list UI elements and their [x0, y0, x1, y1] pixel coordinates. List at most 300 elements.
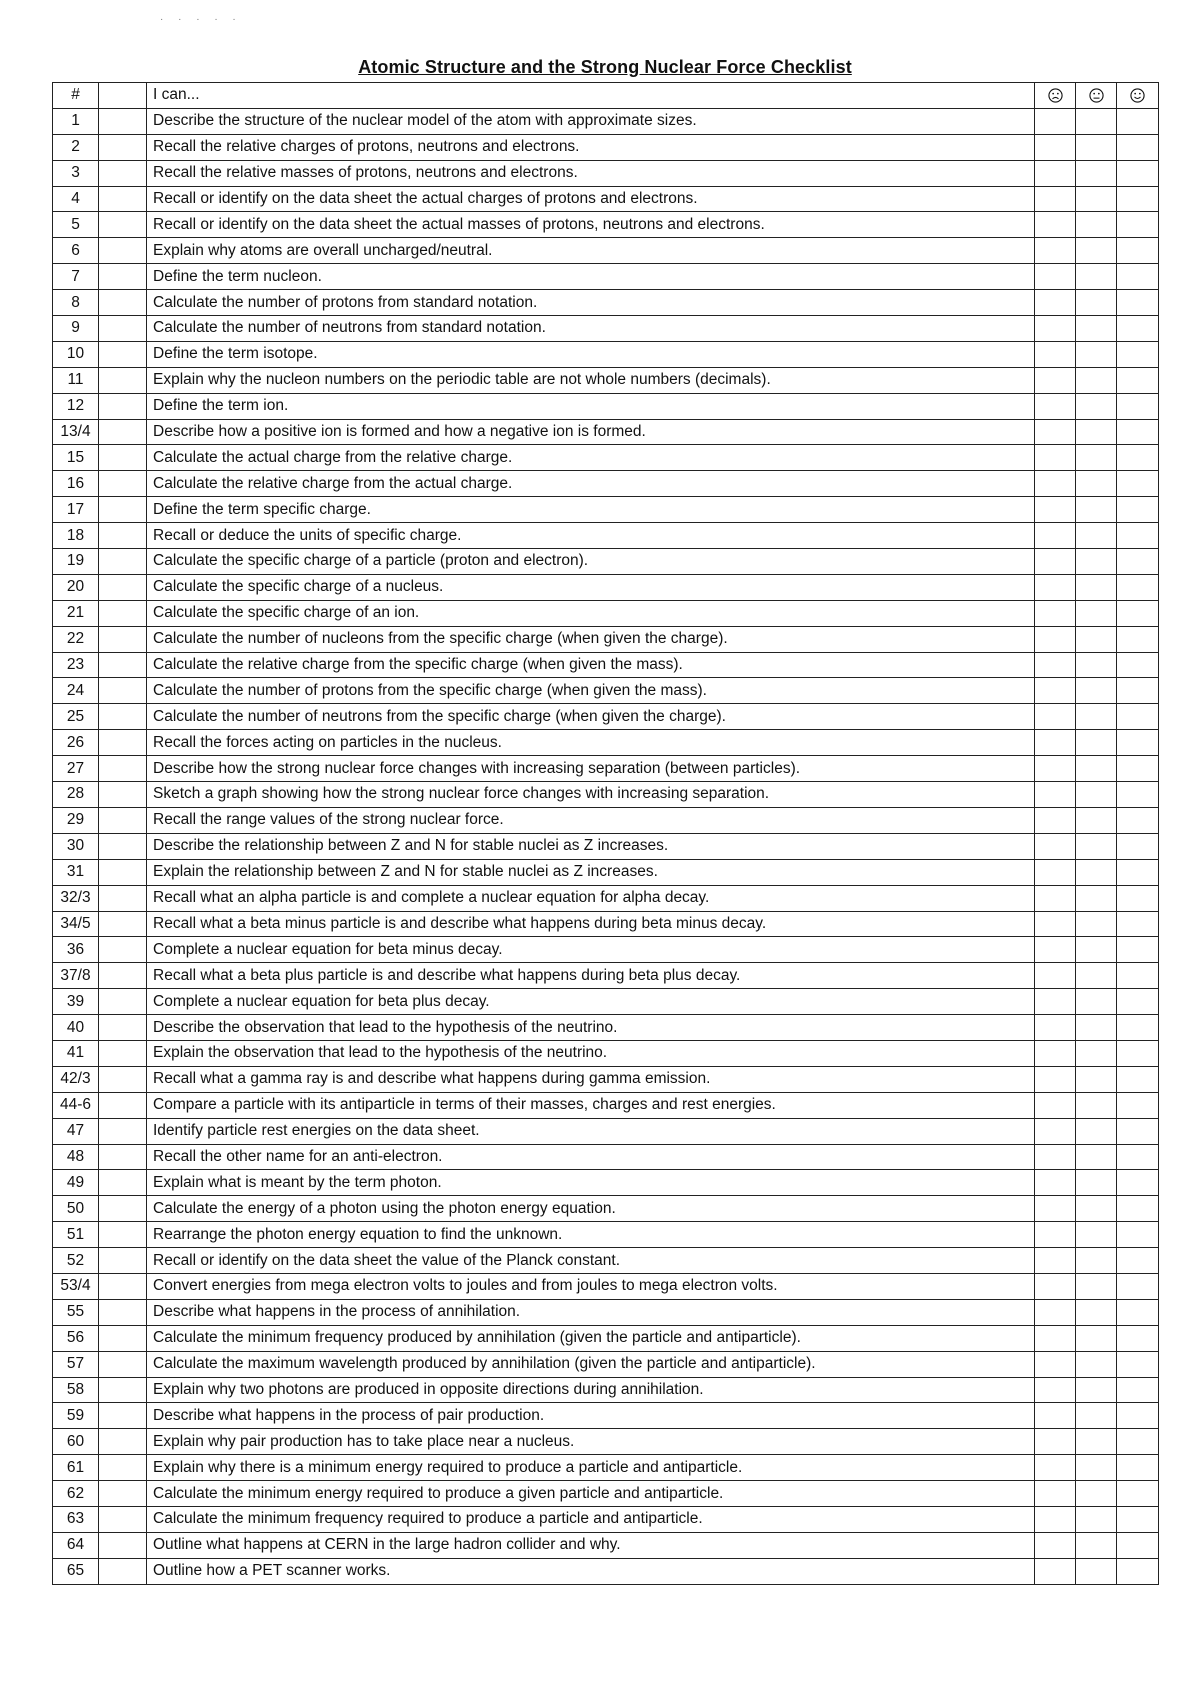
table-row: [53, 1273, 1159, 1299]
rating-happy-cell[interactable]: [1117, 1481, 1159, 1507]
rating-neutral-cell[interactable]: [1076, 341, 1117, 367]
rating-sad-cell[interactable]: [1035, 1532, 1076, 1558]
row-statement: Recall the relative charges of protons, neutrons and electrons.: [147, 134, 1035, 160]
rating-sad-cell[interactable]: [1035, 833, 1076, 859]
rating-neutral-cell[interactable]: [1076, 574, 1117, 600]
rating-neutral-cell[interactable]: [1076, 1377, 1117, 1403]
row-statement: Recall or identify on the data sheet the actual charges of protons and electrons.: [147, 186, 1035, 212]
rating-sad-cell[interactable]: [1035, 989, 1076, 1015]
row-statement: Recall or deduce the units of specific charge.: [147, 523, 1035, 549]
rating-sad-cell[interactable]: [1035, 1351, 1076, 1377]
rating-happy-cell[interactable]: [1117, 1015, 1159, 1041]
row-statement: Calculate the number of protons from standard notation.: [147, 290, 1035, 316]
row-statement: Calculate the minimum frequency produced by annihilation (given the particle and antiparticle).: [147, 1325, 1035, 1351]
row-number: 26: [53, 730, 99, 756]
rating-neutral-cell[interactable]: [1076, 1040, 1117, 1066]
rating-sad-cell[interactable]: [1035, 108, 1076, 134]
checklist-table: [52, 82, 1159, 1585]
rating-neutral-cell[interactable]: [1076, 549, 1117, 575]
rating-happy-cell[interactable]: [1117, 1273, 1159, 1299]
rating-sad-cell[interactable]: [1035, 1481, 1076, 1507]
row-number: 16: [53, 471, 99, 497]
rating-neutral-cell[interactable]: [1076, 497, 1117, 523]
rating-sad-cell[interactable]: [1035, 626, 1076, 652]
row-statement: Calculate the energy of a photon using the photon energy equation.: [147, 1196, 1035, 1222]
row-statement: Recall the range values of the strong nuclear force.: [147, 807, 1035, 833]
header-number: #: [53, 83, 99, 109]
rating-sad-cell[interactable]: [1035, 1506, 1076, 1532]
rating-sad-cell[interactable]: [1035, 730, 1076, 756]
rating-neutral-cell[interactable]: [1076, 911, 1117, 937]
rating-sad-cell[interactable]: [1035, 1558, 1076, 1584]
table-row: [53, 445, 1159, 471]
rating-neutral-cell[interactable]: [1076, 885, 1117, 911]
rating-happy-cell[interactable]: [1117, 1066, 1159, 1092]
row-gap: [99, 523, 147, 549]
rating-happy-cell[interactable]: [1117, 1506, 1159, 1532]
rating-neutral-cell[interactable]: [1076, 471, 1117, 497]
row-statement: Explain the relationship between Z and N for stable nuclei as Z increases.: [147, 859, 1035, 885]
row-statement: Describe how a positive ion is formed and how a negative ion is formed.: [147, 419, 1035, 445]
table-row: [53, 1403, 1159, 1429]
rating-sad-cell[interactable]: [1035, 1222, 1076, 1248]
rating-neutral-cell[interactable]: [1076, 212, 1117, 238]
rating-neutral-cell[interactable]: [1076, 1222, 1117, 1248]
rating-neutral-cell[interactable]: [1076, 756, 1117, 782]
table-row: [53, 1248, 1159, 1274]
rating-happy-cell[interactable]: [1117, 445, 1159, 471]
row-number: 12: [53, 393, 99, 419]
row-gap: [99, 160, 147, 186]
rating-happy-cell[interactable]: [1117, 937, 1159, 963]
rating-neutral-cell[interactable]: [1076, 160, 1117, 186]
table-row: [53, 290, 1159, 316]
rating-sad-cell[interactable]: [1035, 1144, 1076, 1170]
row-gap: [99, 859, 147, 885]
row-gap: [99, 290, 147, 316]
row-statement: Describe the observation that lead to the hypothesis of the neutrino.: [147, 1015, 1035, 1041]
rating-neutral-cell[interactable]: [1076, 678, 1117, 704]
rating-sad-cell[interactable]: [1035, 1196, 1076, 1222]
row-gap: [99, 1092, 147, 1118]
rating-happy-cell[interactable]: [1117, 160, 1159, 186]
table-row: [53, 626, 1159, 652]
rating-sad-cell[interactable]: [1035, 186, 1076, 212]
rating-neutral-cell[interactable]: [1076, 1455, 1117, 1481]
rating-happy-cell[interactable]: [1117, 134, 1159, 160]
table-row: [53, 367, 1159, 393]
rating-neutral-cell[interactable]: [1076, 652, 1117, 678]
table-row: [53, 393, 1159, 419]
row-statement: Define the term ion.: [147, 393, 1035, 419]
rating-sad-cell[interactable]: [1035, 445, 1076, 471]
rating-sad-cell[interactable]: [1035, 1040, 1076, 1066]
table-row: [53, 704, 1159, 730]
rating-happy-cell[interactable]: [1117, 1299, 1159, 1325]
rating-happy-cell[interactable]: [1117, 367, 1159, 393]
row-gap: [99, 1429, 147, 1455]
rating-neutral-cell[interactable]: [1076, 600, 1117, 626]
rating-happy-cell[interactable]: [1117, 652, 1159, 678]
table-row: [53, 316, 1159, 342]
row-statement: Explain why pair production has to take place near a nucleus.: [147, 1429, 1035, 1455]
rating-happy-cell[interactable]: [1117, 1222, 1159, 1248]
rating-happy-cell[interactable]: [1117, 238, 1159, 264]
row-statement: Sketch a graph showing how the strong nuclear force changes with increasing separation.: [147, 782, 1035, 808]
row-number: 20: [53, 574, 99, 600]
rating-sad-cell[interactable]: [1035, 911, 1076, 937]
rating-sad-cell[interactable]: [1035, 238, 1076, 264]
row-statement: Explain what is meant by the term photon.: [147, 1170, 1035, 1196]
row-number: 5: [53, 212, 99, 238]
rating-neutral-cell[interactable]: [1076, 108, 1117, 134]
rating-neutral-cell[interactable]: [1076, 1403, 1117, 1429]
rating-neutral-cell[interactable]: [1076, 186, 1117, 212]
rating-neutral-cell[interactable]: [1076, 1092, 1117, 1118]
rating-sad-cell[interactable]: [1035, 549, 1076, 575]
rating-sad-cell[interactable]: [1035, 574, 1076, 600]
rating-happy-cell[interactable]: [1117, 807, 1159, 833]
table-row: [53, 1015, 1159, 1041]
rating-neutral-cell[interactable]: [1076, 782, 1117, 808]
row-number: 23: [53, 652, 99, 678]
rating-happy-cell[interactable]: [1117, 678, 1159, 704]
row-number: 37/8: [53, 963, 99, 989]
rating-happy-cell[interactable]: [1117, 419, 1159, 445]
rating-neutral-cell[interactable]: [1076, 367, 1117, 393]
rating-neutral-cell[interactable]: [1076, 1066, 1117, 1092]
row-gap: [99, 1118, 147, 1144]
row-gap: [99, 186, 147, 212]
rating-neutral-cell[interactable]: [1076, 1558, 1117, 1584]
header-gap: [99, 83, 147, 109]
rating-happy-cell[interactable]: [1117, 1377, 1159, 1403]
rating-sad-cell[interactable]: [1035, 367, 1076, 393]
table-row: [53, 549, 1159, 575]
rating-sad-cell[interactable]: [1035, 1299, 1076, 1325]
rating-sad-cell[interactable]: [1035, 1455, 1076, 1481]
rating-happy-cell[interactable]: [1117, 1403, 1159, 1429]
row-number: 19: [53, 549, 99, 575]
rating-sad-cell[interactable]: [1035, 1015, 1076, 1041]
rating-neutral-cell[interactable]: [1076, 419, 1117, 445]
row-statement: Calculate the specific charge of a nucleus.: [147, 574, 1035, 600]
rating-sad-cell[interactable]: [1035, 471, 1076, 497]
rating-happy-cell[interactable]: [1117, 730, 1159, 756]
table-row: [53, 1506, 1159, 1532]
rating-neutral-cell[interactable]: [1076, 1429, 1117, 1455]
row-statement: Explain why two photons are produced in opposite directions during annihilation.: [147, 1377, 1035, 1403]
rating-neutral-cell[interactable]: [1076, 134, 1117, 160]
rating-happy-cell[interactable]: [1117, 186, 1159, 212]
rating-neutral-cell[interactable]: [1076, 807, 1117, 833]
rating-happy-cell[interactable]: [1117, 600, 1159, 626]
rating-neutral-cell[interactable]: [1076, 1015, 1117, 1041]
rating-happy-cell[interactable]: [1117, 1429, 1159, 1455]
rating-happy-cell[interactable]: [1117, 574, 1159, 600]
row-gap: [99, 833, 147, 859]
row-statement: Recall the forces acting on particles in the nucleus.: [147, 730, 1035, 756]
table-row: [53, 419, 1159, 445]
row-number: 11: [53, 367, 99, 393]
rating-sad-cell[interactable]: [1035, 264, 1076, 290]
table-row: [53, 1066, 1159, 1092]
row-number: 24: [53, 678, 99, 704]
rating-sad-cell[interactable]: [1035, 393, 1076, 419]
row-gap: [99, 419, 147, 445]
rating-happy-cell[interactable]: [1117, 212, 1159, 238]
rating-neutral-cell[interactable]: [1076, 238, 1117, 264]
row-number: 41: [53, 1040, 99, 1066]
rating-happy-cell[interactable]: [1117, 1092, 1159, 1118]
table-row: [53, 989, 1159, 1015]
rating-sad-cell[interactable]: [1035, 963, 1076, 989]
rating-happy-cell[interactable]: [1117, 471, 1159, 497]
rating-sad-cell[interactable]: [1035, 859, 1076, 885]
row-gap: [99, 212, 147, 238]
row-gap: [99, 445, 147, 471]
rating-neutral-cell[interactable]: [1076, 1118, 1117, 1144]
rating-happy-cell[interactable]: [1117, 264, 1159, 290]
rating-happy-cell[interactable]: [1117, 393, 1159, 419]
rating-happy-cell[interactable]: [1117, 833, 1159, 859]
table-row: [53, 678, 1159, 704]
row-statement: Complete a nuclear equation for beta minus decay.: [147, 937, 1035, 963]
row-gap: [99, 756, 147, 782]
header-sad: [1035, 83, 1076, 109]
rating-happy-cell[interactable]: [1117, 497, 1159, 523]
row-statement: Calculate the number of nucleons from the specific charge (when given the charge).: [147, 626, 1035, 652]
neutral-face-icon: [1089, 88, 1104, 103]
rating-happy-cell[interactable]: [1117, 1532, 1159, 1558]
rating-sad-cell[interactable]: [1035, 341, 1076, 367]
rating-sad-cell[interactable]: [1035, 1092, 1076, 1118]
rating-happy-cell[interactable]: [1117, 1558, 1159, 1584]
table-row: [53, 859, 1159, 885]
row-gap: [99, 393, 147, 419]
row-gap: [99, 1403, 147, 1429]
row-gap: [99, 1558, 147, 1584]
rating-sad-cell[interactable]: [1035, 756, 1076, 782]
row-gap: [99, 989, 147, 1015]
row-gap: [99, 911, 147, 937]
rating-sad-cell[interactable]: [1035, 1429, 1076, 1455]
rating-neutral-cell[interactable]: [1076, 1273, 1117, 1299]
rating-happy-cell[interactable]: [1117, 1118, 1159, 1144]
table-row: [53, 782, 1159, 808]
rating-neutral-cell[interactable]: [1076, 1299, 1117, 1325]
row-number: 51: [53, 1222, 99, 1248]
rating-happy-cell[interactable]: [1117, 782, 1159, 808]
rating-happy-cell[interactable]: [1117, 1325, 1159, 1351]
rating-neutral-cell[interactable]: [1076, 393, 1117, 419]
rating-neutral-cell[interactable]: [1076, 1532, 1117, 1558]
rating-neutral-cell[interactable]: [1076, 1144, 1117, 1170]
rating-sad-cell[interactable]: [1035, 316, 1076, 342]
rating-happy-cell[interactable]: [1117, 1351, 1159, 1377]
rating-happy-cell[interactable]: [1117, 1170, 1159, 1196]
rating-neutral-cell[interactable]: [1076, 859, 1117, 885]
table-row: [53, 160, 1159, 186]
table-row: [53, 1455, 1159, 1481]
rating-happy-cell[interactable]: [1117, 626, 1159, 652]
rating-sad-cell[interactable]: [1035, 497, 1076, 523]
rating-neutral-cell[interactable]: [1076, 1196, 1117, 1222]
rating-happy-cell[interactable]: [1117, 963, 1159, 989]
row-gap: [99, 549, 147, 575]
rating-happy-cell[interactable]: [1117, 1040, 1159, 1066]
row-gap: [99, 316, 147, 342]
rating-sad-cell[interactable]: [1035, 600, 1076, 626]
row-gap: [99, 626, 147, 652]
row-number: 15: [53, 445, 99, 471]
row-gap: [99, 807, 147, 833]
rating-neutral-cell[interactable]: [1076, 264, 1117, 290]
rating-happy-cell[interactable]: [1117, 1248, 1159, 1274]
rating-sad-cell[interactable]: [1035, 1170, 1076, 1196]
rating-sad-cell[interactable]: [1035, 160, 1076, 186]
row-number: 6: [53, 238, 99, 264]
row-gap: [99, 1532, 147, 1558]
table-row: [53, 212, 1159, 238]
row-number: 60: [53, 1429, 99, 1455]
rating-sad-cell[interactable]: [1035, 212, 1076, 238]
rating-sad-cell[interactable]: [1035, 134, 1076, 160]
rating-neutral-cell[interactable]: [1076, 290, 1117, 316]
row-gap: [99, 134, 147, 160]
rating-happy-cell[interactable]: [1117, 290, 1159, 316]
rating-sad-cell[interactable]: [1035, 937, 1076, 963]
rating-happy-cell[interactable]: [1117, 989, 1159, 1015]
rating-neutral-cell[interactable]: [1076, 937, 1117, 963]
row-gap: [99, 730, 147, 756]
row-number: 30: [53, 833, 99, 859]
rating-neutral-cell[interactable]: [1076, 523, 1117, 549]
row-statement: Recall what a beta minus particle is and describe what happens during beta minus decay.: [147, 911, 1035, 937]
rating-sad-cell[interactable]: [1035, 678, 1076, 704]
row-statement: Explain why there is a minimum energy required to produce a particle and antiparticle.: [147, 1455, 1035, 1481]
row-number: 42/3: [53, 1066, 99, 1092]
rating-sad-cell[interactable]: [1035, 704, 1076, 730]
rating-happy-cell[interactable]: [1117, 1196, 1159, 1222]
rating-sad-cell[interactable]: [1035, 1325, 1076, 1351]
rating-happy-cell[interactable]: [1117, 859, 1159, 885]
rating-sad-cell[interactable]: [1035, 1066, 1076, 1092]
table-row: [53, 756, 1159, 782]
row-gap: [99, 1015, 147, 1041]
row-gap: [99, 1040, 147, 1066]
rating-neutral-cell[interactable]: [1076, 833, 1117, 859]
row-statement: Recall or identify on the data sheet the value of the Planck constant.: [147, 1248, 1035, 1274]
row-statement: Define the term specific charge.: [147, 497, 1035, 523]
table-row: [53, 264, 1159, 290]
row-statement: Define the term nucleon.: [147, 264, 1035, 290]
rating-happy-cell[interactable]: [1117, 108, 1159, 134]
rating-neutral-cell[interactable]: [1076, 445, 1117, 471]
rating-sad-cell[interactable]: [1035, 419, 1076, 445]
table-row: [53, 600, 1159, 626]
rating-sad-cell[interactable]: [1035, 885, 1076, 911]
rating-sad-cell[interactable]: [1035, 523, 1076, 549]
rating-neutral-cell[interactable]: [1076, 1325, 1117, 1351]
rating-neutral-cell[interactable]: [1076, 1506, 1117, 1532]
row-statement: Outline what happens at CERN in the large hadron collider and why.: [147, 1532, 1035, 1558]
rating-neutral-cell[interactable]: [1076, 730, 1117, 756]
row-statement: Describe the structure of the nuclear model of the atom with approximate sizes.: [147, 108, 1035, 134]
rating-sad-cell[interactable]: [1035, 807, 1076, 833]
rating-happy-cell[interactable]: [1117, 756, 1159, 782]
rating-neutral-cell[interactable]: [1076, 989, 1117, 1015]
row-number: 31: [53, 859, 99, 885]
row-statement: Describe what happens in the process of annihilation.: [147, 1299, 1035, 1325]
rating-happy-cell[interactable]: [1117, 316, 1159, 342]
row-number: 53/4: [53, 1273, 99, 1299]
rating-happy-cell[interactable]: [1117, 549, 1159, 575]
table-row: [53, 885, 1159, 911]
rating-neutral-cell[interactable]: [1076, 963, 1117, 989]
row-number: 55: [53, 1299, 99, 1325]
rating-sad-cell[interactable]: [1035, 782, 1076, 808]
row-number: 58: [53, 1377, 99, 1403]
rating-sad-cell[interactable]: [1035, 1118, 1076, 1144]
row-statement: Explain why atoms are overall uncharged/neutral.: [147, 238, 1035, 264]
row-number: 9: [53, 316, 99, 342]
row-number: 22: [53, 626, 99, 652]
row-gap: [99, 1481, 147, 1507]
table-row: [53, 1196, 1159, 1222]
table-row: [53, 1170, 1159, 1196]
rating-neutral-cell[interactable]: [1076, 316, 1117, 342]
row-statement: Calculate the specific charge of an ion.: [147, 600, 1035, 626]
rating-neutral-cell[interactable]: [1076, 626, 1117, 652]
rating-happy-cell[interactable]: [1117, 1455, 1159, 1481]
row-gap: [99, 574, 147, 600]
rating-sad-cell[interactable]: [1035, 1377, 1076, 1403]
row-gap: [99, 108, 147, 134]
rating-neutral-cell[interactable]: [1076, 1481, 1117, 1507]
table-row: [53, 833, 1159, 859]
rating-sad-cell[interactable]: [1035, 652, 1076, 678]
rating-happy-cell[interactable]: [1117, 341, 1159, 367]
row-gap: [99, 341, 147, 367]
row-statement: Rearrange the photon energy equation to find the unknown.: [147, 1222, 1035, 1248]
rating-happy-cell[interactable]: [1117, 704, 1159, 730]
rating-sad-cell[interactable]: [1035, 1403, 1076, 1429]
rating-neutral-cell[interactable]: [1076, 1351, 1117, 1377]
row-statement: Calculate the relative charge from the actual charge.: [147, 471, 1035, 497]
rating-happy-cell[interactable]: [1117, 523, 1159, 549]
row-statement: Explain the observation that lead to the hypothesis of the neutrino.: [147, 1040, 1035, 1066]
rating-neutral-cell[interactable]: [1076, 1248, 1117, 1274]
rating-happy-cell[interactable]: [1117, 885, 1159, 911]
rating-happy-cell[interactable]: [1117, 1144, 1159, 1170]
row-gap: [99, 704, 147, 730]
rating-sad-cell[interactable]: [1035, 1273, 1076, 1299]
rating-neutral-cell[interactable]: [1076, 1170, 1117, 1196]
rating-sad-cell[interactable]: [1035, 290, 1076, 316]
rating-sad-cell[interactable]: [1035, 1248, 1076, 1274]
row-gap: [99, 471, 147, 497]
row-statement: Recall or identify on the data sheet the actual masses of protons, neutrons and electrons.: [147, 212, 1035, 238]
row-gap: [99, 1170, 147, 1196]
row-number: 8: [53, 290, 99, 316]
table-header-row: [53, 83, 1159, 109]
row-gap: [99, 1144, 147, 1170]
rating-happy-cell[interactable]: [1117, 911, 1159, 937]
row-number: 18: [53, 523, 99, 549]
row-gap: [99, 963, 147, 989]
rating-neutral-cell[interactable]: [1076, 704, 1117, 730]
